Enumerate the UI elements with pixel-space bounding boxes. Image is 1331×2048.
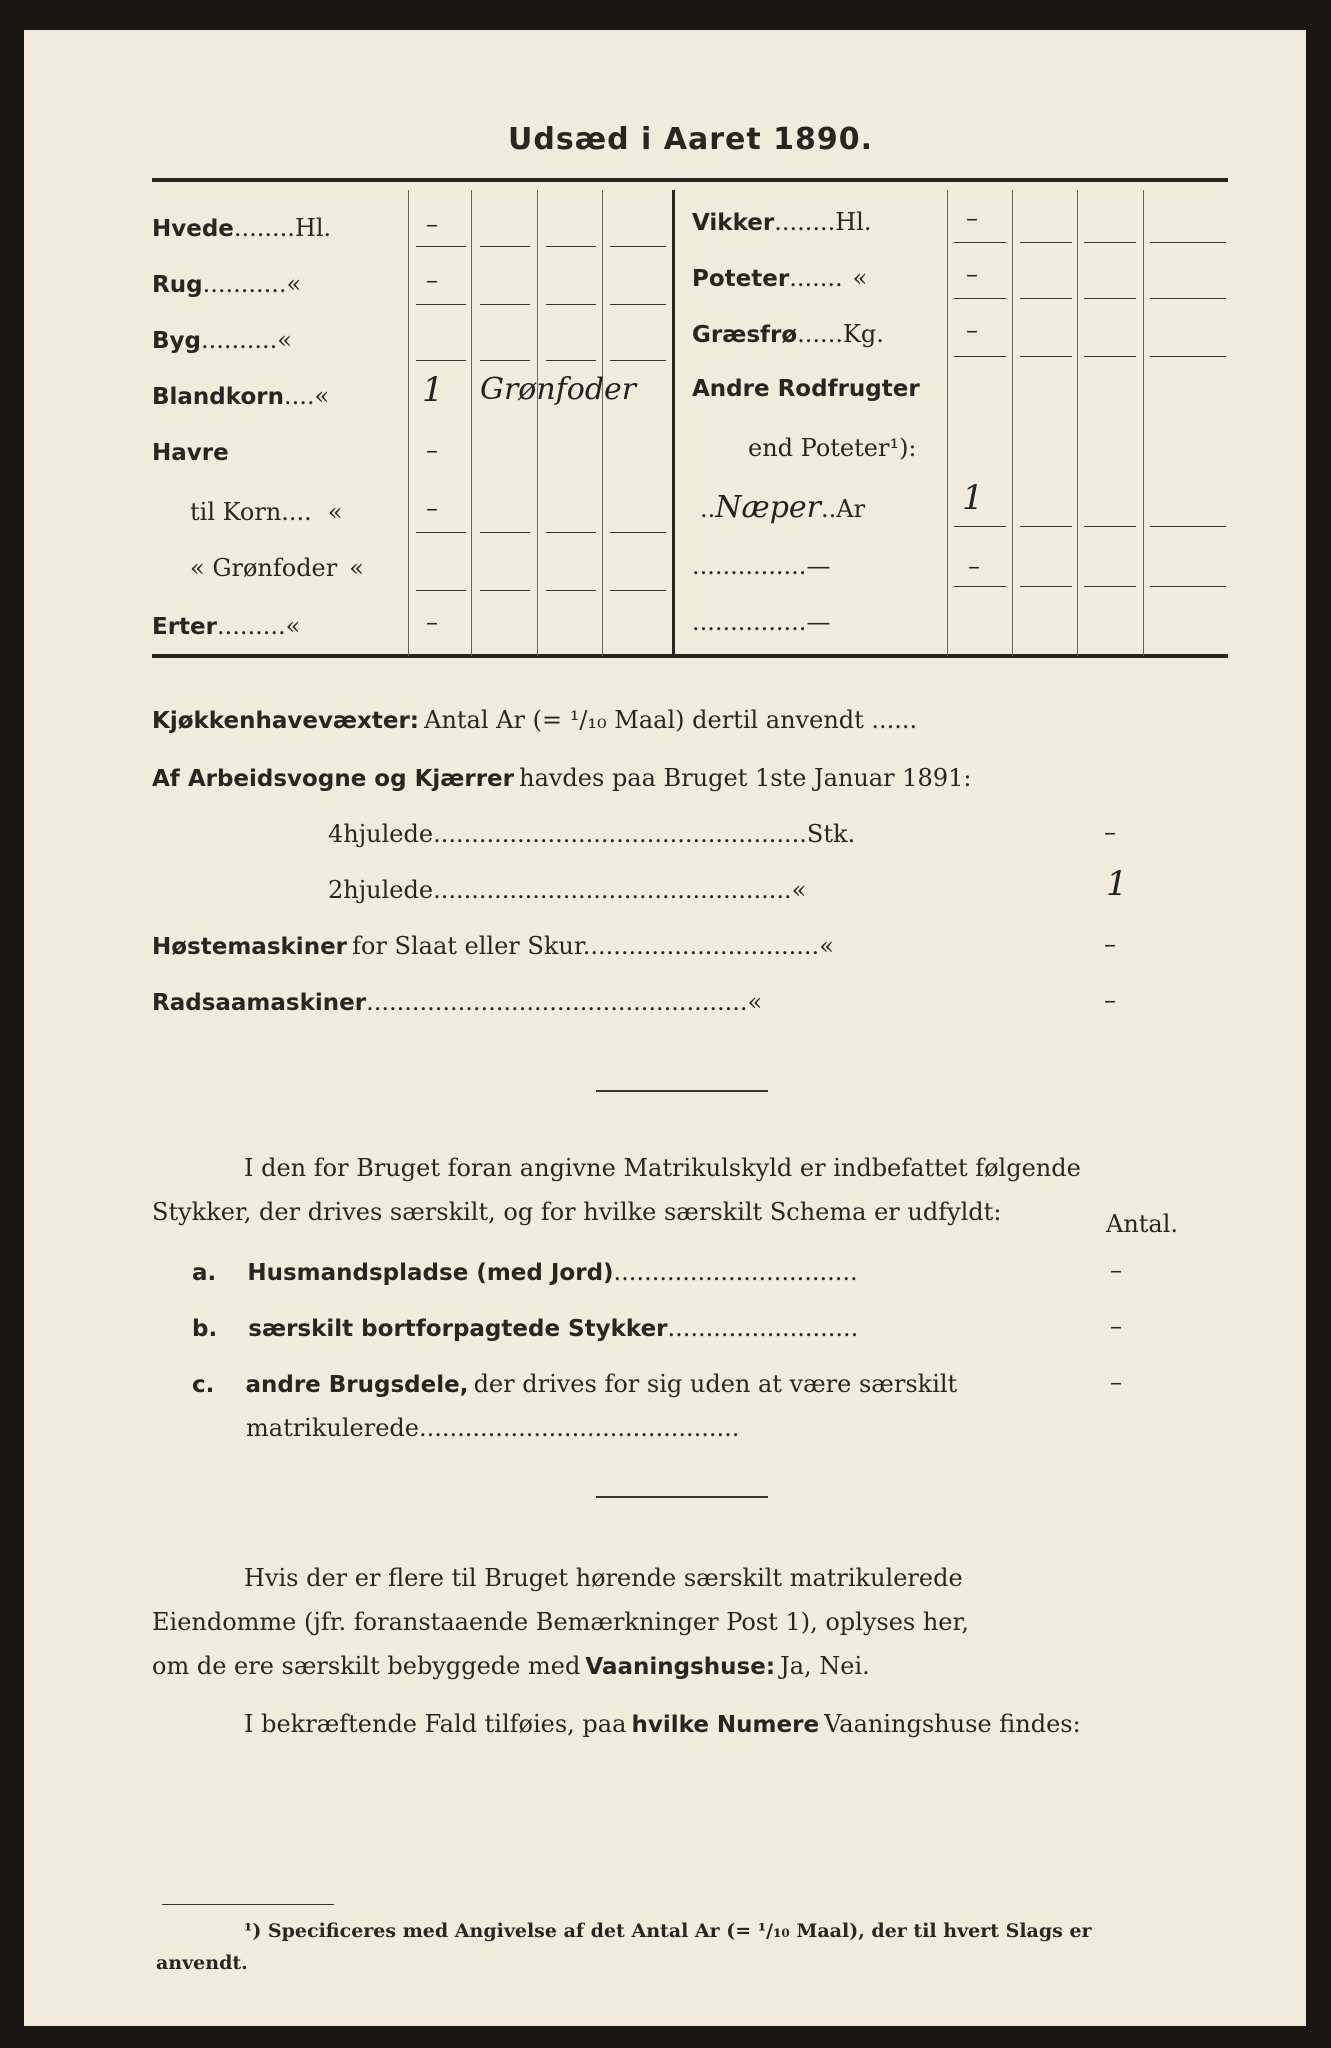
cell-rule xyxy=(1020,356,1072,357)
left-row-havre xyxy=(152,440,229,466)
cell-rule xyxy=(546,532,596,533)
left-col-line-3 xyxy=(537,190,538,656)
left-col-line-2 xyxy=(471,190,472,656)
item-c-value: – xyxy=(1110,1368,1122,1396)
item-text: der drives for sig uden at være særskilt xyxy=(473,1370,958,1398)
item-label: Husmandspladse (med Jord) xyxy=(247,1260,614,1286)
value-rug: – xyxy=(426,266,438,294)
row-dots: .... xyxy=(283,382,315,410)
cell-rule xyxy=(1084,298,1136,299)
bekr-text: Vaaningshuse findes: xyxy=(824,1710,1081,1738)
item-a-value: – xyxy=(1110,1256,1122,1284)
row-label: Græsfrø xyxy=(692,322,798,348)
hvis-options: Ja, Nei. xyxy=(780,1652,870,1680)
hjul2-unit: « xyxy=(791,876,807,904)
row-unit: Kg. xyxy=(842,320,884,348)
cell-rule xyxy=(546,246,596,247)
form-page xyxy=(24,30,1306,2026)
cell-rule xyxy=(610,532,666,533)
row-label: Hvede xyxy=(152,216,234,242)
row-label: Havre xyxy=(152,440,229,466)
footnote-line-2: anvendt. xyxy=(156,1952,248,1974)
row-dots: .......... xyxy=(201,326,278,354)
cell-rule xyxy=(480,304,530,305)
left-row-erter xyxy=(152,612,300,640)
right-col-line-1 xyxy=(947,190,948,656)
row-unit: Hl. xyxy=(835,208,872,236)
item-label: andre Brugsdele, xyxy=(245,1372,469,1398)
item-letter: c. xyxy=(192,1372,215,1398)
cell-rule xyxy=(954,356,1006,357)
row-dots: ........ xyxy=(774,208,836,236)
row-unit: « xyxy=(277,326,292,354)
row-unit: « xyxy=(327,498,343,526)
kjokken-line xyxy=(152,706,917,734)
row-unit: Ar xyxy=(836,495,866,523)
hvis-text: om de ere særskilt bebyggede med xyxy=(152,1652,581,1680)
row-dots: ........... xyxy=(202,270,287,298)
row-label: Byg xyxy=(152,328,201,354)
row-dots: .. xyxy=(700,495,716,523)
hjul4-value: – xyxy=(1104,818,1116,846)
table-bottom-rule xyxy=(152,654,1228,658)
value-vikker: – xyxy=(966,204,978,232)
radsaa-dots: .................................................. xyxy=(366,988,748,1016)
cell-rule xyxy=(1020,586,1072,587)
kjokken-label: Kjøkkenhavevæxter: xyxy=(152,708,420,734)
radsaa-line xyxy=(152,988,762,1016)
left-col-line-4 xyxy=(602,190,603,656)
value-havre: – xyxy=(426,436,438,464)
footnote-line-1: ¹) Specificeres med Angivelse af det Antal Ar (= ¹/₁₀ Maal), der til hvert Slags er xyxy=(244,1920,1092,1942)
right-col-line-2 xyxy=(1012,190,1013,656)
matrikul-line-1: I den for Bruget foran angivne Matrikulskyld er indbefattet følgende xyxy=(244,1154,1081,1182)
right-row-naeper xyxy=(700,490,865,525)
right-row-vikker xyxy=(692,208,871,236)
hjul4-dots: ................................................. xyxy=(433,820,807,848)
cell-rule xyxy=(610,360,666,361)
heste-text: for Slaat eller Skur xyxy=(352,932,583,960)
cell-rule xyxy=(1084,586,1136,587)
row-label-handwritten: Næper xyxy=(715,490,822,525)
bekr-line xyxy=(244,1710,1081,1738)
row-label: end Poteter¹): xyxy=(748,434,917,462)
left-row-gronfoder xyxy=(190,554,364,582)
left-row-blandkorn xyxy=(152,382,329,410)
cell-rule xyxy=(954,586,1006,587)
left-row-rug xyxy=(152,270,301,298)
cell-rule xyxy=(416,246,466,247)
value-erter: – xyxy=(426,608,438,636)
kjokken-text: Antal Ar (= ¹/₁₀ Maal) dertil anvendt ...... xyxy=(424,706,918,734)
cell-rule xyxy=(416,360,466,361)
cell-rule xyxy=(1084,242,1136,243)
cell-rule xyxy=(1150,356,1226,357)
hjul2-value: 1 xyxy=(1106,864,1128,904)
hjul4-label: 4hjulede xyxy=(328,820,434,848)
value-poteter: – xyxy=(966,260,978,288)
cell-rule xyxy=(954,526,1006,527)
right-row-blank-2 xyxy=(692,608,830,636)
row-dots: ........ xyxy=(233,214,295,242)
row-label: Blandkorn xyxy=(152,384,284,410)
footnote-rule xyxy=(162,1904,334,1905)
hjul4-line xyxy=(328,820,855,848)
hvis-line-2: Eiendomme (jfr. foranstaaende Bemærkninger Post 1), oplyses her, xyxy=(152,1608,969,1636)
cell-rule xyxy=(1150,298,1226,299)
item-text: matrikulerede xyxy=(246,1414,419,1442)
value-blank-1: – xyxy=(968,552,980,580)
row-label: Andre Rodfrugter xyxy=(692,376,920,402)
heste-label: Høstemaskiner xyxy=(152,934,348,960)
right-row-blank-1 xyxy=(692,552,830,580)
right-col-line-3 xyxy=(1077,190,1078,656)
cell-rule xyxy=(610,246,666,247)
matrikul-line-2: Stykker, der drives særskilt, og for hvilke særskilt Schema er udfyldt: xyxy=(152,1198,1002,1226)
right-row-end-poteter xyxy=(748,434,917,462)
right-row-graesfro xyxy=(692,320,884,348)
arbeids-line xyxy=(152,764,971,792)
antal-heading: Antal. xyxy=(1106,1210,1179,1238)
bekr-bold: hvilke Numere xyxy=(631,1712,820,1738)
item-letter: a. xyxy=(192,1260,217,1286)
cell-rule xyxy=(954,242,1006,243)
value-graesfro: – xyxy=(966,316,978,344)
row-unit: « xyxy=(286,270,302,298)
item-letter: b. xyxy=(192,1316,218,1342)
cell-rule xyxy=(1150,586,1226,587)
left-col-line-1 xyxy=(408,190,409,656)
heste-line xyxy=(152,932,834,960)
cell-rule xyxy=(546,304,596,305)
right-col-line-4 xyxy=(1143,190,1144,656)
value-til-korn: – xyxy=(426,494,438,522)
row-dots: ....... xyxy=(789,264,843,292)
cell-rule xyxy=(416,304,466,305)
heste-value: – xyxy=(1104,930,1116,958)
cell-rule xyxy=(480,360,530,361)
cell-rule xyxy=(416,590,466,591)
cell-rule xyxy=(480,532,530,533)
hjul2-label: 2hjulede xyxy=(328,876,434,904)
cell-rule xyxy=(480,246,530,247)
row-label: til Korn xyxy=(190,498,282,526)
item-dots: ................................ xyxy=(613,1258,858,1286)
arbeids-label: Af Arbeidsvogne og Kjærrer xyxy=(152,766,515,792)
cell-rule xyxy=(416,532,466,533)
left-row-byg xyxy=(152,326,292,354)
cell-rule xyxy=(1150,526,1226,527)
cell-rule xyxy=(1020,526,1072,527)
table-top-rule xyxy=(152,178,1228,182)
cell-rule xyxy=(1150,242,1226,243)
item-label: særskilt bortforpagtede Stykker xyxy=(248,1316,668,1342)
cell-rule xyxy=(1020,298,1072,299)
hvis-line-3 xyxy=(152,1652,870,1680)
row-dots: .. xyxy=(821,495,837,523)
row-unit: — xyxy=(806,608,831,636)
left-row-hvede xyxy=(152,214,331,242)
page-title: Udsæd i Aaret 1890. xyxy=(508,122,874,157)
item-c-line-2 xyxy=(246,1414,739,1442)
row-unit: Hl. xyxy=(294,214,332,242)
row-label: Vikker xyxy=(692,210,775,236)
cell-rule xyxy=(954,298,1006,299)
hvis-line-1: Hvis der er flere til Bruget hørende særskilt matrikulerede xyxy=(244,1564,963,1592)
row-unit: « xyxy=(314,382,330,410)
cell-rule xyxy=(1020,242,1072,243)
cell-rule xyxy=(480,590,530,591)
row-unit: « xyxy=(285,612,301,640)
cell-rule xyxy=(610,304,666,305)
bekr-text: I bekræftende Fald tilføies, paa xyxy=(244,1710,627,1738)
row-dots: .... xyxy=(281,498,312,526)
cell-rule xyxy=(610,590,666,591)
right-row-poteter xyxy=(692,264,867,292)
radsaa-unit: « xyxy=(747,988,763,1016)
row-unit: « xyxy=(852,264,868,292)
value-blandkorn: 1 xyxy=(422,370,444,410)
note-blandkorn: Grønfoder xyxy=(480,372,637,407)
hjul2-dots: ............................................... xyxy=(433,876,792,904)
row-dots: ............... xyxy=(692,608,807,636)
radsaa-label: Radsaamaskiner xyxy=(152,990,367,1016)
item-a xyxy=(192,1258,858,1286)
cell-rule xyxy=(546,360,596,361)
row-dots: ............... xyxy=(692,552,807,580)
section-divider-1 xyxy=(596,1090,768,1092)
cell-rule xyxy=(546,590,596,591)
item-dots: .......................................... xyxy=(418,1414,740,1442)
heste-unit: « xyxy=(819,932,834,960)
value-hvede: – xyxy=(426,210,438,238)
item-dots: ......................... xyxy=(667,1314,859,1342)
item-c xyxy=(192,1370,957,1398)
row-dots: ......... xyxy=(217,612,286,640)
hjul4-unit: Stk. xyxy=(806,820,856,848)
heste-dots: ............................... xyxy=(582,932,820,960)
row-label: Rug xyxy=(152,272,203,298)
radsaa-value: – xyxy=(1104,986,1116,1014)
hvis-bold: Vaaningshuse: xyxy=(585,1654,776,1680)
right-row-andre xyxy=(692,376,920,402)
left-row-til-korn xyxy=(190,498,343,526)
row-unit: — xyxy=(806,552,831,580)
item-b-value: – xyxy=(1110,1312,1122,1340)
row-unit: « xyxy=(349,554,364,582)
arbeids-text: havdes paa Bruget 1ste Januar 1891: xyxy=(519,764,972,792)
row-label: Poteter xyxy=(692,266,790,292)
value-naeper: 1 xyxy=(962,478,984,518)
item-b xyxy=(192,1314,858,1342)
row-label: « Grønfoder xyxy=(190,554,338,582)
table-center-divider xyxy=(672,190,675,656)
row-dots: ...... xyxy=(797,320,843,348)
cell-rule xyxy=(1084,356,1136,357)
section-divider-2 xyxy=(596,1496,768,1498)
row-label: Erter xyxy=(152,614,217,640)
cell-rule xyxy=(1084,526,1136,527)
hjul2-line xyxy=(328,876,806,904)
